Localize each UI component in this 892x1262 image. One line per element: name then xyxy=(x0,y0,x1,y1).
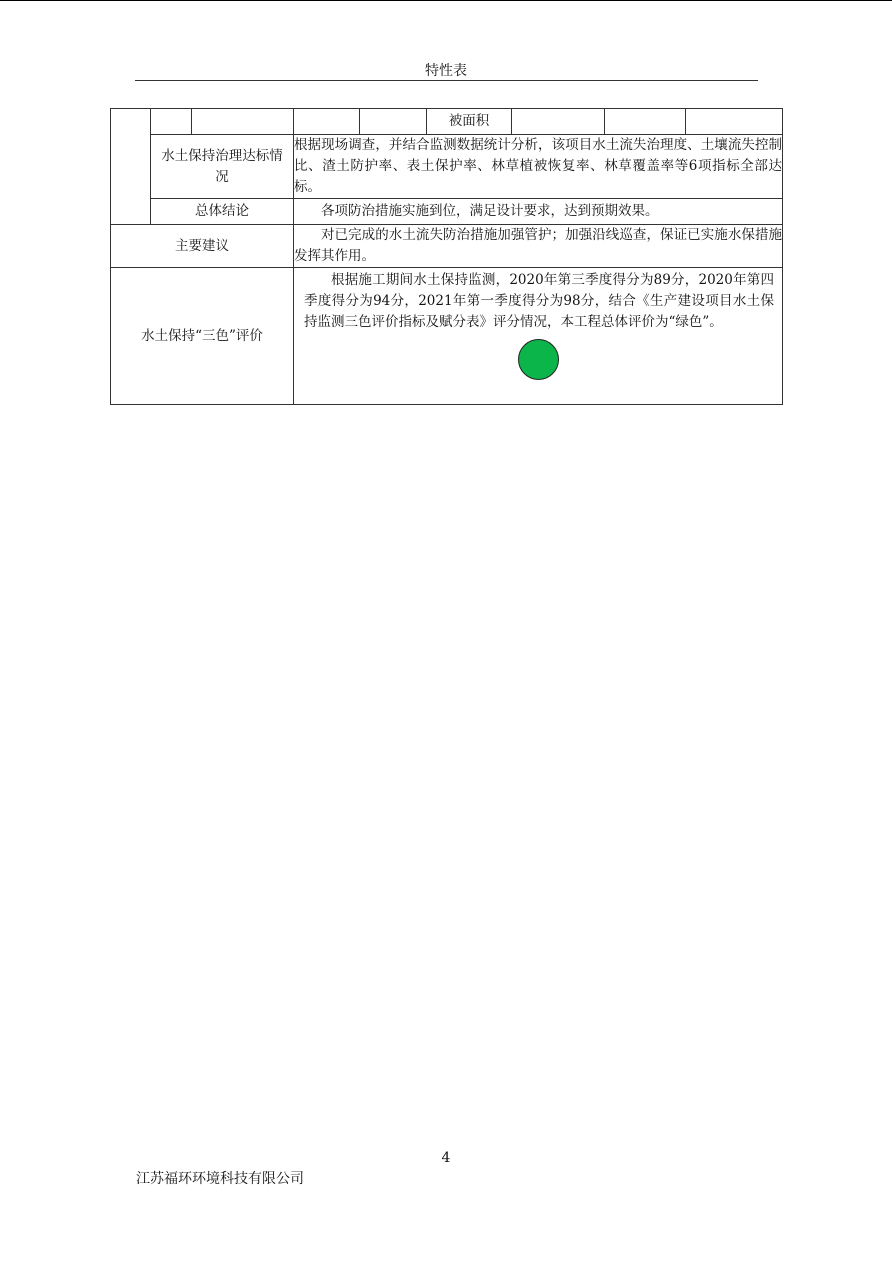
table-cell xyxy=(294,109,360,135)
table-row xyxy=(111,199,783,225)
table-cell xyxy=(151,109,192,135)
row-content-compliance: 根据现场调查，并结合监测数据统计分析，该项目水土流失治理度、土壤流失控制比、渣土防护率、表土保护率、林草植被恢复率、林草覆盖率等6项指标全部达标。 xyxy=(294,135,783,199)
green-rating-circle-icon xyxy=(518,339,559,380)
row-label-compliance: 水土保持治理达标情况 xyxy=(151,135,294,199)
row-label-conclusion: 总体结论 xyxy=(151,199,294,225)
header-rule xyxy=(135,80,758,81)
rating-indicator xyxy=(294,335,782,388)
company-name: 江苏福环环境科技有限公司 xyxy=(136,1171,304,1187)
row-content-three-color xyxy=(294,268,783,405)
table-row xyxy=(111,109,783,135)
table-cell xyxy=(686,109,783,135)
three-color-text: 根据施工期间水土保持监测，2020年第三季度得分为89分，2020年第四季度得分为94分，2021年第一季度得分为98分，结合《生产建设项目水土保持监测三色评价指标及赋分表》评分情况，本工程总体评价为“绿色”。 xyxy=(304,272,774,330)
page-header-title: 特性表 xyxy=(425,63,467,79)
area-label-cell: 被面积 xyxy=(427,109,512,135)
row-label-suggestions: 主要建议 xyxy=(111,225,294,268)
row-content-suggestions: 对已完成的水土流失防治措施加强管护；加强沿线巡查，保证已实施水保措施发挥其作用。 xyxy=(294,225,783,268)
merged-category-cell xyxy=(111,109,151,225)
characteristics-table xyxy=(110,108,783,405)
table-cell xyxy=(192,109,294,135)
row-content-conclusion: 各项防治措施实施到位，满足设计要求，达到预期效果。 xyxy=(294,199,783,225)
table-cell xyxy=(512,109,605,135)
page-top-border xyxy=(0,0,892,1)
row-label-three-color: 水土保持“三色”评价 xyxy=(111,268,294,405)
table-cell xyxy=(360,109,427,135)
page-number: 4 xyxy=(441,1150,451,1166)
table-cell xyxy=(605,109,686,135)
table-row xyxy=(111,225,783,268)
table-row xyxy=(111,268,783,405)
table-row xyxy=(111,135,783,199)
